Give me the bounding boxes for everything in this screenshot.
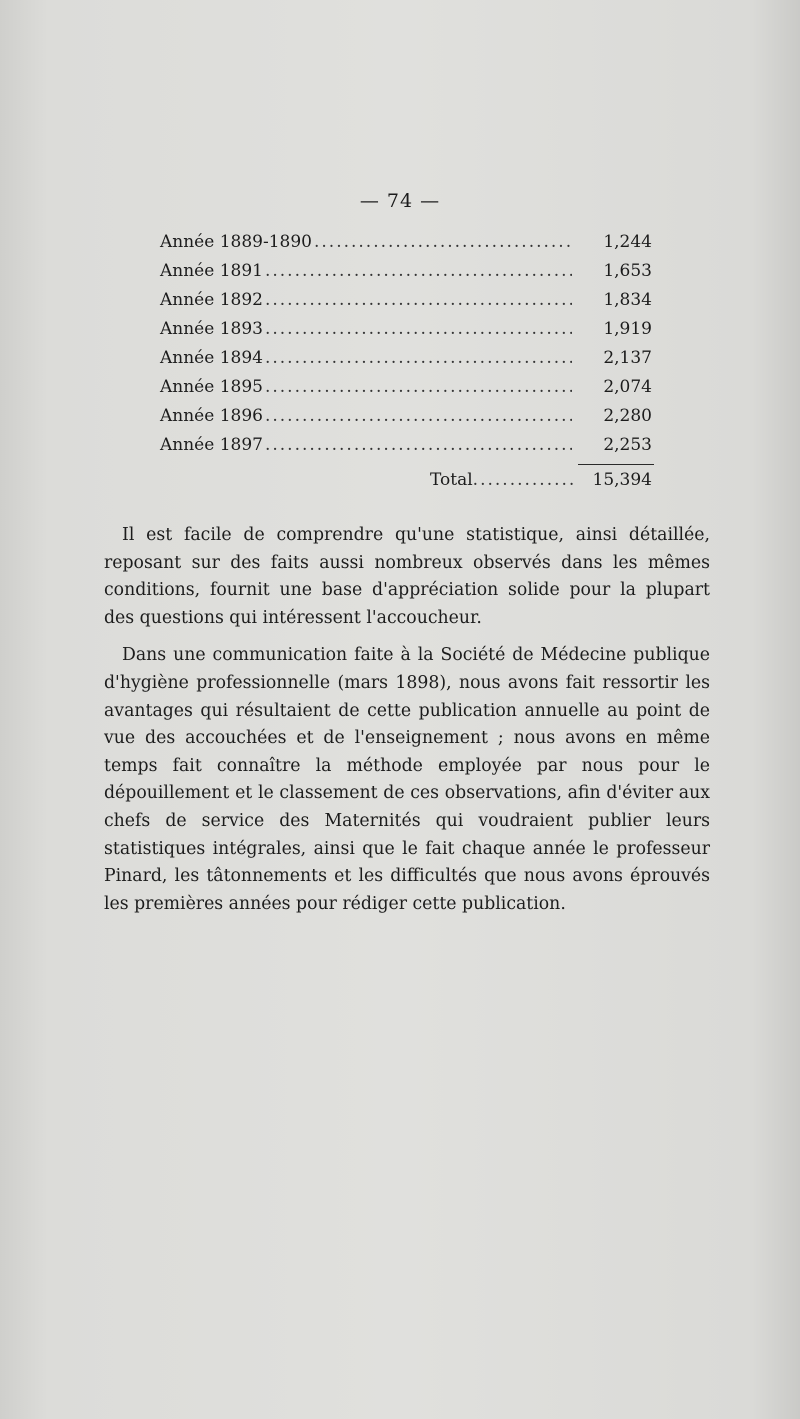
row-label: Année 1892 bbox=[160, 290, 263, 310]
dot-leader bbox=[265, 290, 572, 310]
dot-leader bbox=[265, 348, 572, 368]
dot-leader bbox=[265, 377, 572, 397]
total-label: Total bbox=[430, 470, 473, 490]
row-value: 1,653 bbox=[603, 261, 652, 281]
dot-leader bbox=[265, 261, 572, 281]
row-label: Année 1896 bbox=[160, 406, 263, 426]
page-number: — 74 — bbox=[359, 190, 441, 212]
total-rule bbox=[578, 464, 654, 465]
paragraph: Il est facile de comprendre qu'une statistique, ainsi détaillée, reposant sur des faits aussi nombreux observés dans les mêmes conditions, fournit une base d'appréciation solide pour la plupart des questions qui intéressent l'accoucheur. bbox=[104, 525, 710, 628]
row-label: Année 1891 bbox=[160, 261, 263, 281]
dot-leader bbox=[265, 319, 572, 339]
body-text bbox=[104, 522, 710, 918]
row-value: 1,244 bbox=[603, 232, 652, 252]
row-label: Année 1895 bbox=[160, 377, 263, 397]
dot-leader bbox=[473, 470, 574, 490]
row-value: 1,919 bbox=[603, 319, 652, 339]
total-value: 15,394 bbox=[592, 470, 652, 490]
row-value: 1,834 bbox=[603, 290, 652, 310]
dot-leader bbox=[265, 435, 572, 455]
row-label: Année 1897 bbox=[160, 435, 263, 455]
row-label: Année 1889-1890 bbox=[160, 232, 312, 252]
row-value: 2,074 bbox=[603, 377, 652, 397]
row-label: Année 1893 bbox=[160, 319, 263, 339]
statistics-table bbox=[160, 232, 652, 464]
row-value: 2,280 bbox=[603, 406, 652, 426]
table-row bbox=[160, 290, 652, 319]
row-value: 2,253 bbox=[603, 435, 652, 455]
row-value: 2,137 bbox=[603, 348, 652, 368]
dot-leader bbox=[314, 232, 572, 252]
table-row bbox=[160, 406, 652, 435]
dot-leader bbox=[265, 406, 572, 426]
table-row bbox=[160, 377, 652, 406]
table-row bbox=[160, 348, 652, 377]
table-row bbox=[160, 319, 652, 348]
table-row bbox=[160, 232, 652, 261]
paragraph: Dans une communication faite à la Société de Médecine publique d'hygiène professionnelle (mars 1898), nous avons fait ressortir les avantages qui résultaient de cette publication annuelle au point de vue des accouchées et de l'enseignement ; nous avons en même temps fait connaître la méthode employée par nous pour le dépouillement et le classement de ces observations, afin d'éviter aux chefs de service des Maternités qui voudraient publier leurs statistiques intégrales, ainsi que le fait chaque année le professeur Pinard, les tâtonnements et les difficultés que nous avons éprouvés les premières années pour rédiger cette publication. bbox=[104, 645, 710, 914]
table-row bbox=[160, 435, 652, 464]
row-label: Année 1894 bbox=[160, 348, 263, 368]
total-row bbox=[430, 470, 652, 490]
table-row bbox=[160, 261, 652, 290]
